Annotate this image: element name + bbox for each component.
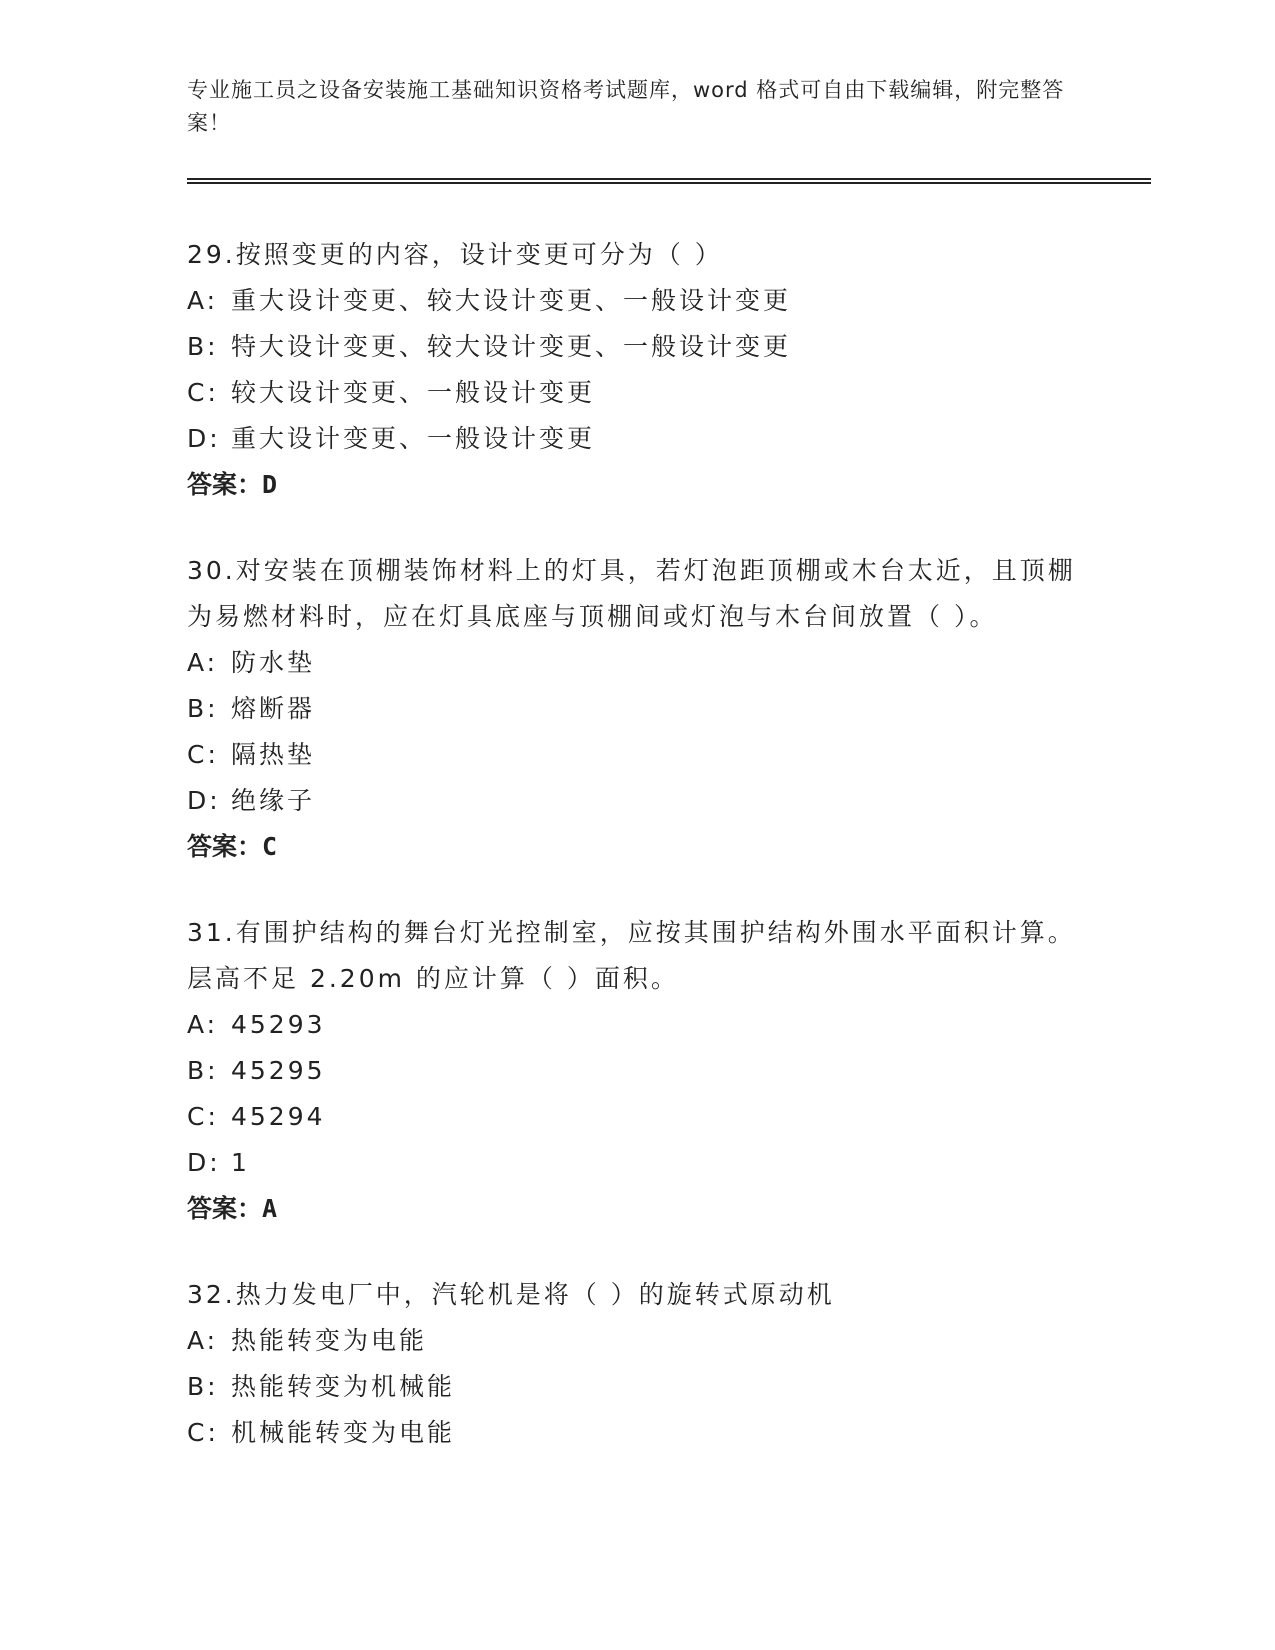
option-d <box>187 1140 1087 1186</box>
option-letter: D: <box>187 424 221 453</box>
option-text: 机械能转变为电能 <box>231 1418 456 1447</box>
option-text: 热能转变为机械能 <box>231 1372 456 1401</box>
option-text: 重大设计变更、一般设计变更 <box>231 424 596 453</box>
option-d <box>187 778 1087 824</box>
option-letter: C: <box>187 1418 219 1447</box>
option-a <box>187 640 1087 686</box>
answer-label: 答案：C <box>187 832 278 861</box>
question-stem: 30.对安装在顶棚装饰材料上的灯具，若灯泡距顶棚或木台太近，且顶棚为易燃材料时，应在灯具底座与顶棚间或灯泡与木台间放置（ ）。 <box>187 556 1076 631</box>
answer-label: 答案：A <box>187 1194 278 1223</box>
option-text: 热能转变为电能 <box>231 1326 428 1355</box>
option-b <box>187 324 1087 370</box>
option-letter: C: <box>187 1102 219 1131</box>
option-c <box>187 1094 1087 1140</box>
option-b <box>187 686 1087 732</box>
option-text: 45293 <box>231 1010 326 1039</box>
document-header: 专业施工员之设备安装施工基础知识资格考试题库，word 格式可自由下载编辑，附完整答案！ <box>187 78 1065 135</box>
header-rule-top <box>187 178 1151 180</box>
question-stem: 31.有围护结构的舞台灯光控制室，应按其围护结构外围水平面积计算。层高不足 2.20m 的应计算（ ）面积。 <box>187 918 1076 993</box>
option-c <box>187 1410 1087 1456</box>
question-stem: 32.热力发电厂中，汽轮机是将（ ）的旋转式原动机 <box>187 1280 835 1309</box>
option-text: 防水垫 <box>231 648 316 677</box>
option-letter: B: <box>187 1372 219 1401</box>
option-d <box>187 416 1087 462</box>
option-text: 绝缘子 <box>231 786 316 815</box>
option-letter: B: <box>187 1056 219 1085</box>
header-rule-bottom <box>187 182 1151 184</box>
option-text: 隔热垫 <box>231 740 316 769</box>
option-letter: D: <box>187 1148 221 1177</box>
option-letter: A: <box>187 648 219 677</box>
question-31 <box>187 910 1087 1232</box>
option-text: 特大设计变更、较大设计变更、一般设计变更 <box>231 332 792 361</box>
option-a <box>187 1002 1087 1048</box>
option-b <box>187 1048 1087 1094</box>
option-a <box>187 278 1087 324</box>
option-letter: C: <box>187 740 219 769</box>
question-29 <box>187 232 1087 508</box>
option-text: 熔断器 <box>231 694 316 723</box>
answer-label: 答案：D <box>187 470 278 499</box>
option-letter: A: <box>187 286 219 315</box>
question-30 <box>187 548 1087 870</box>
option-c <box>187 370 1087 416</box>
option-c <box>187 732 1087 778</box>
option-b <box>187 1364 1087 1410</box>
option-letter: D: <box>187 786 221 815</box>
option-text: 1 <box>231 1148 250 1177</box>
question-stem: 29.按照变更的内容，设计变更可分为（ ） <box>187 240 723 269</box>
option-text: 较大设计变更、一般设计变更 <box>231 378 596 407</box>
option-letter: A: <box>187 1326 219 1355</box>
option-letter: B: <box>187 332 219 361</box>
option-text: 45295 <box>231 1056 326 1085</box>
option-a <box>187 1318 1087 1364</box>
option-text: 重大设计变更、较大设计变更、一般设计变更 <box>231 286 792 315</box>
option-letter: B: <box>187 694 219 723</box>
option-letter: C: <box>187 378 219 407</box>
question-list <box>187 232 1087 1496</box>
question-32 <box>187 1272 1087 1456</box>
option-text: 45294 <box>231 1102 326 1131</box>
option-letter: A: <box>187 1010 219 1039</box>
